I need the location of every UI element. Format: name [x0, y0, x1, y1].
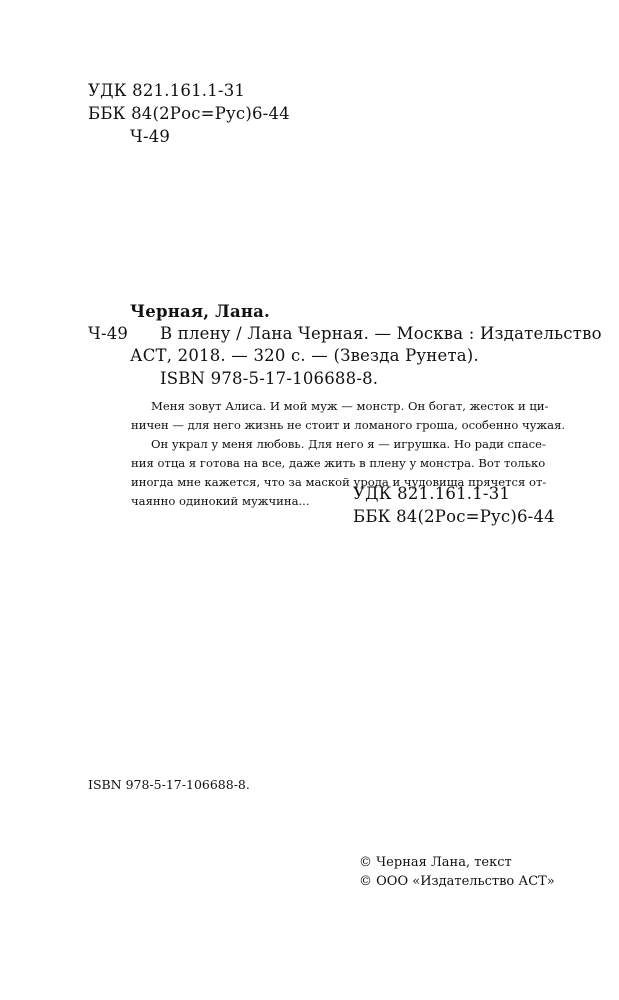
copyright-publisher: © ООО «Издательство АСТ»	[359, 874, 555, 889]
annotation-line: иногда мне кажется, что за маской урода и чудовища прячется от-	[131, 475, 547, 489]
copyright-author: © Черная Лана, текст	[359, 855, 512, 870]
annotation-line: ничен — для него жизнь не стоит и ломаного гроша, особенно чужая.	[131, 418, 566, 432]
udk-top: УДК 821.161.1-31	[88, 81, 246, 100]
bbk-card: ББК 84(2Рос=Рус)6-44	[353, 507, 555, 526]
annotation-line: Он украл у меня любовь. Для него я — игрушка. Но ради спасе-	[151, 437, 546, 451]
author-mark-top: Ч-49	[130, 127, 171, 146]
annotation-line: ния отца я готова на все, даже жить в плену у монстра. Вот только	[131, 456, 546, 470]
annotation-line: Меня зовут Алиса. И мой муж — монстр. Он богат, жесток и ци-	[151, 399, 549, 413]
annotation-line: чаянно одинокий мужчина...	[131, 494, 310, 508]
isbn-bottom: ISBN 978-5-17-106688-8.	[88, 777, 250, 792]
isbn-card: ISBN 978-5-17-106688-8.	[160, 369, 379, 388]
author-heading: Черная, Лана.	[130, 302, 270, 321]
title-line-1: В плену / Лана Черная. — Москва : Издательство	[160, 324, 602, 343]
bbk-top: ББК 84(2Рос=Рус)6-44	[88, 104, 290, 123]
author-mark-card: Ч-49	[88, 324, 129, 343]
title-line-2: АСТ, 2018. — 320 с. — (Звезда Рунета).	[130, 346, 479, 365]
udk-card: УДК 821.161.1-31	[353, 484, 511, 503]
